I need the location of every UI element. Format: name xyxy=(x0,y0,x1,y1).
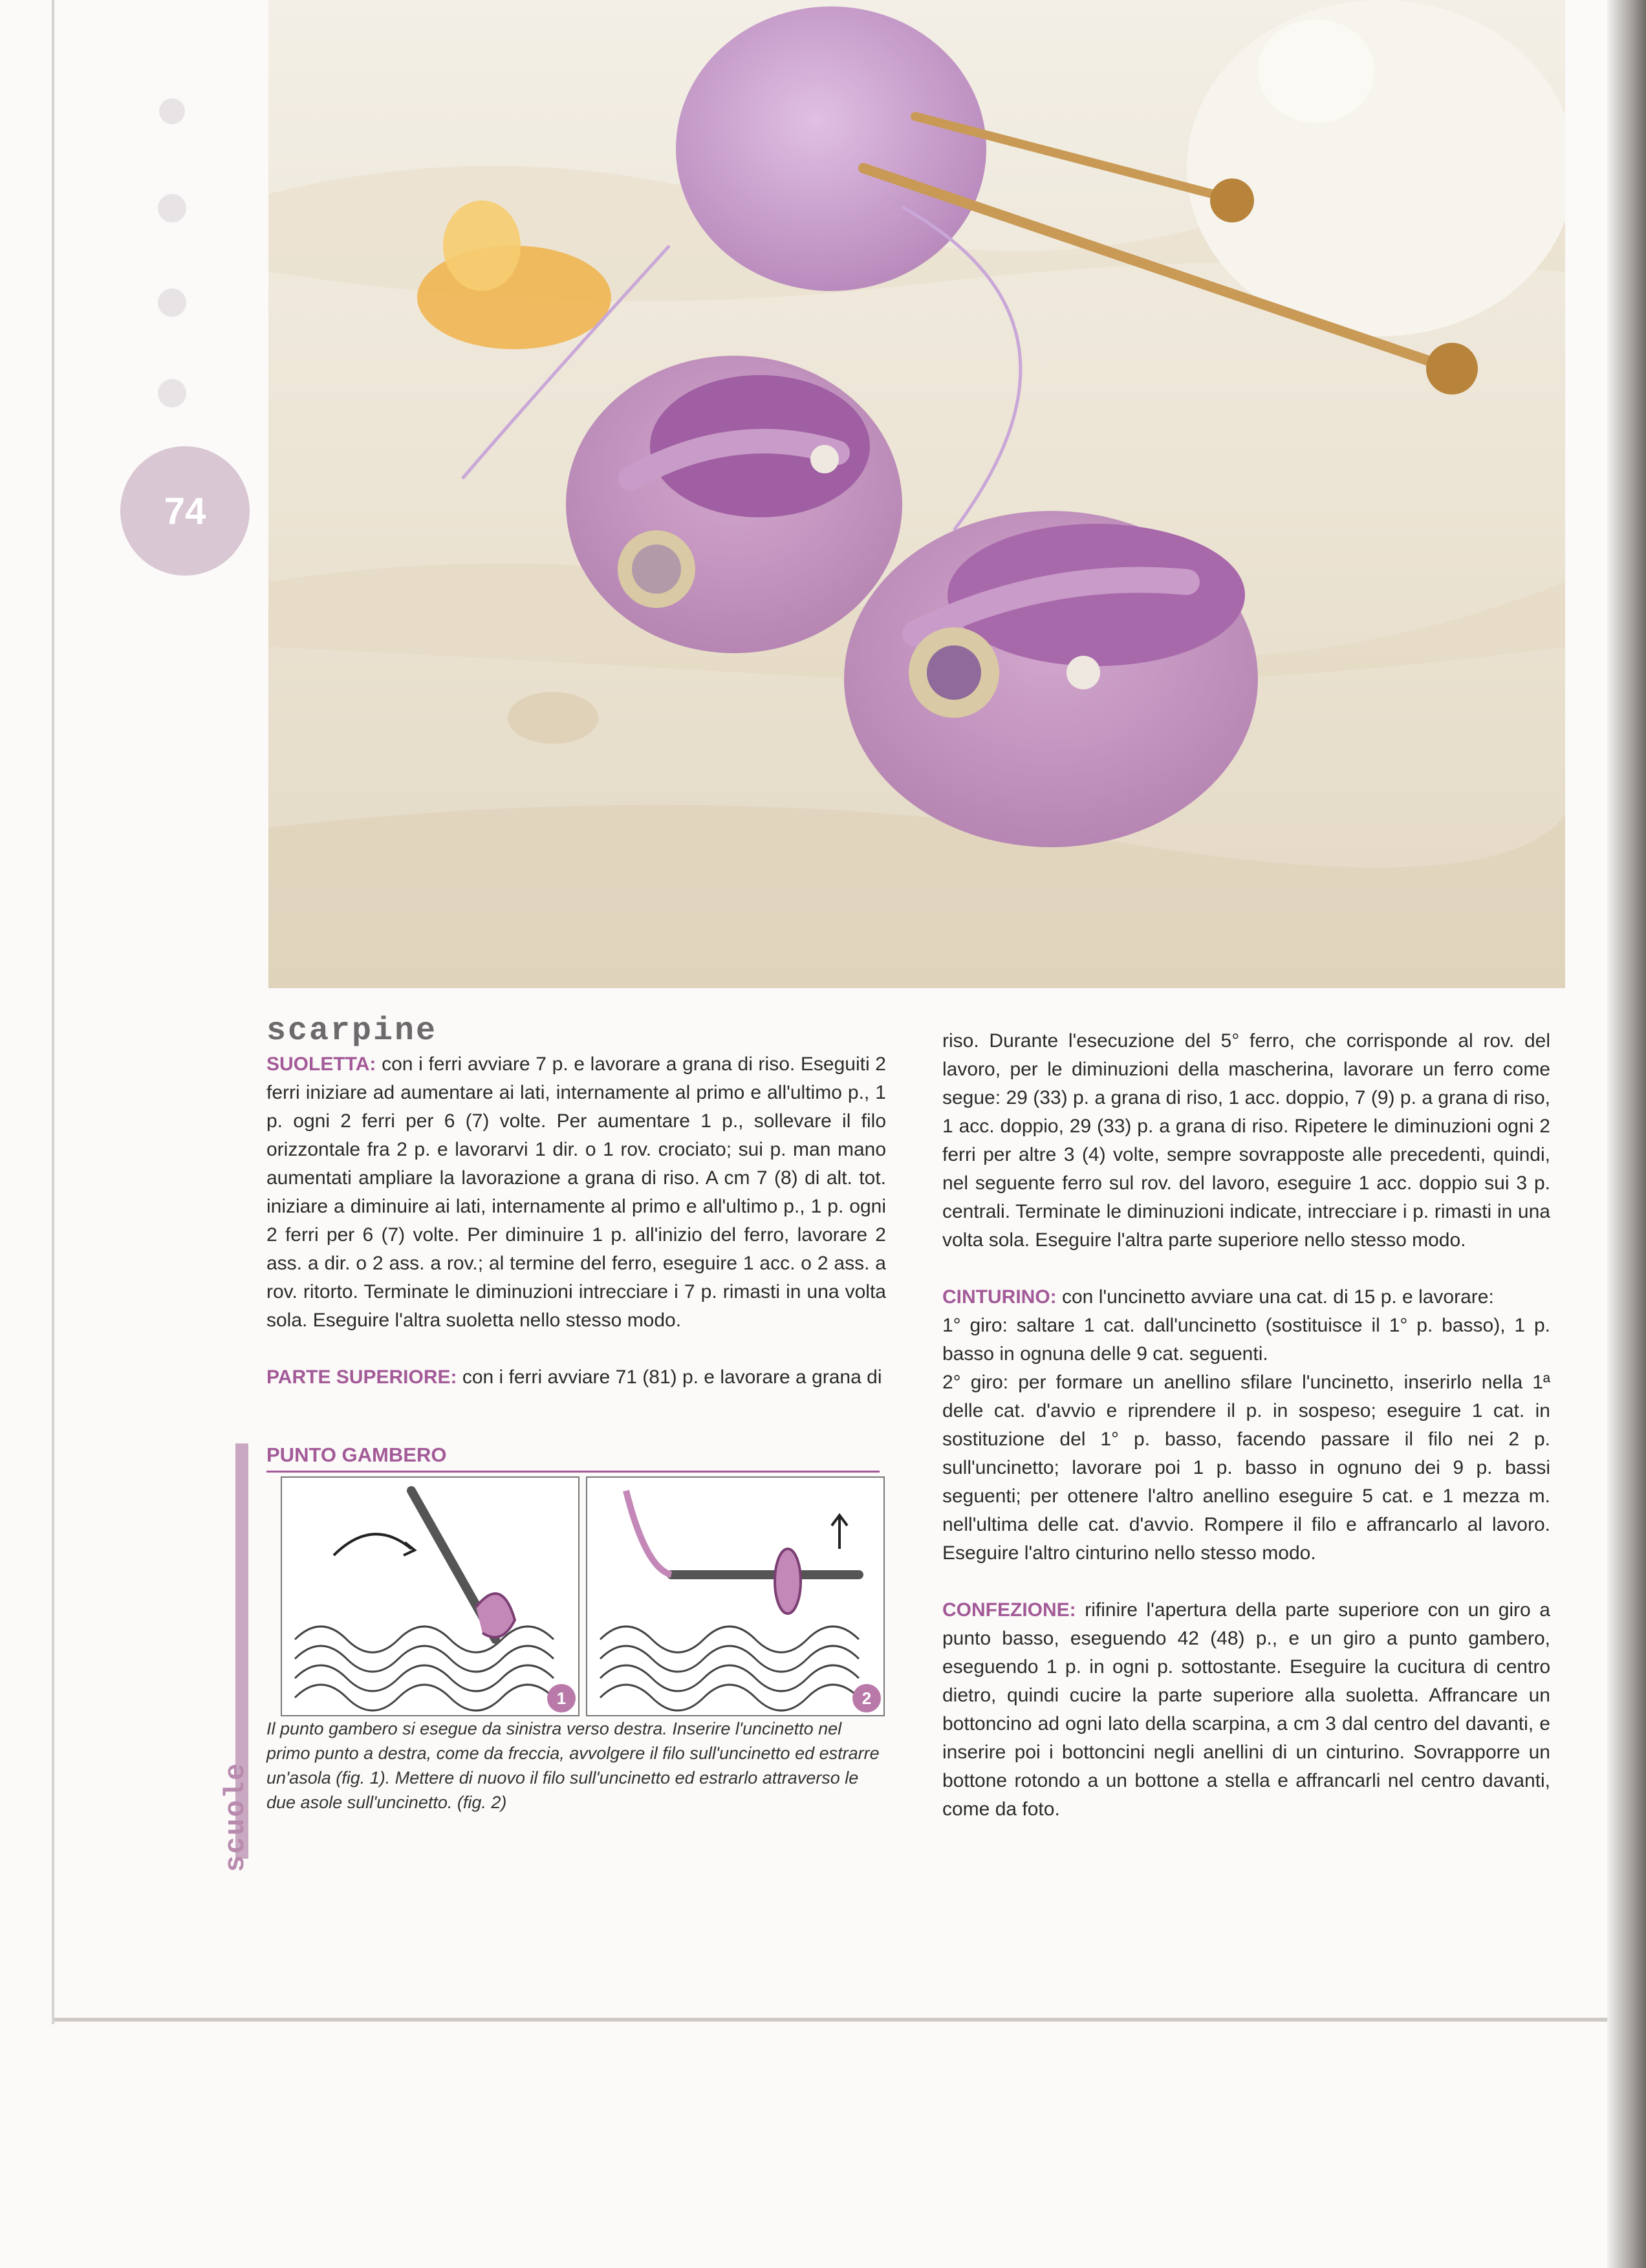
figure-title: PUNTO GAMBERO xyxy=(266,1443,447,1466)
page-edge xyxy=(52,0,54,2024)
giro-2: 2° giro: per formare un anellino sfilare l'uncinetto, inserirlo nella 1ª delle cat. d'avvio e riprendere il p. in sospeso; eseguire 1 cat. in sostituzione del 1° p. basso, facendo passare il filo nei 2 p. sull'uncinetto; lavorare poi 1 p. basso in ognuno dei 9 p. bassi seguenti; per ottenere l'altro anellino eseguire 5 cat. e 1 mezza m. nell'ultima delle cat. d'avvio. Rompere il filo e affrancarlo al lavoro. Eseguire l'altro cinturino nello stesso modo. xyxy=(942,1372,1550,1564)
figure-rule xyxy=(266,1471,880,1473)
decorative-dot xyxy=(158,194,186,222)
cinturino-paragraph xyxy=(942,1283,1550,1312)
figure-2-illustration xyxy=(586,1476,885,1716)
binding-shadow xyxy=(1607,0,1646,2268)
parte-superiore-heading: PARTE SUPERIORE: xyxy=(266,1366,457,1388)
suoletta-heading: SUOLETTA: xyxy=(266,1053,376,1075)
left-text-column xyxy=(266,1015,886,1392)
giro-1: 1° giro: saltare 1 cat. dall'uncinetto (sostituisce il 1° p. basso), 1 p. basso in ognuna delle 9 cat. seguenti. xyxy=(942,1315,1550,1365)
cinturino-heading: CINTURINO: xyxy=(942,1286,1057,1308)
cinturino-text: con l'uncinetto avviare una cat. di 15 p. e lavorare: xyxy=(1056,1286,1494,1308)
decorative-dot xyxy=(159,98,185,124)
parte-superiore-text: con i ferri avviare 71 (81) p. e lavorare a grana di xyxy=(457,1366,882,1388)
decorative-dot xyxy=(158,379,186,407)
pattern-title: scarpine xyxy=(266,1013,438,1050)
figure-2-number: 2 xyxy=(852,1684,881,1712)
baby-shoes-photo xyxy=(268,0,1565,988)
confezione-heading: CONFEZIONE: xyxy=(942,1599,1076,1621)
parte-superiore-paragraph xyxy=(266,1363,886,1392)
figure-1-illustration xyxy=(281,1476,579,1716)
decorative-dot xyxy=(158,288,186,317)
confezione-paragraph xyxy=(942,1596,1550,1824)
section-tab-label: scuole xyxy=(220,1762,252,1872)
parte-superiore-continuation: riso. Durante l'esecuzione del 5° ferro, che corrisponde al rov. del lavoro, per le diminuzioni della mascherina, lavorare un ferro come segue: 29 (33) p. a grana di riso, 1 acc. doppio, 7 (9) p. a grana di riso, 1 acc. doppio, 29 (33) p. a grana di riso. Ripetere le diminuzioni ogni 2 ferri per altre 3 (4) volte, sempre sovrapposte alle precedenti, quindi, nel seguente ferro sul rov. del lavoro, eseguire 1 acc. doppio sui 3 p. centrali. Terminate le diminuzioni indicate, intrecciare i p. rimasti in una volta sola. Eseguire l'altra parte superiore nello stesso modo. xyxy=(942,1030,1550,1251)
page-number: 74 xyxy=(120,446,250,576)
suoletta-paragraph xyxy=(266,1050,886,1335)
right-text-column xyxy=(942,1027,1550,1824)
figure-caption: Il punto gambero si esegue da sinistra verso destra. Inserire l'uncinetto nel primo punto a destra, come da freccia, avvolgere il filo sull'uncinetto ed estrarre un'asola (fig. 1). Mettere di nuovo il filo sull'uncinetto ed estrarlo attraverso le due asole sull'uncinetto. (fig. 2) xyxy=(266,1719,880,1812)
suoletta-text: con i ferri avviare 7 p. e lavorare a grana di riso. Eseguiti 2 ferri iniziare ad aumentare ai lati, internamente al primo e all'ultimo p., 1 p. ogni 2 ferri per 6 (7) volte. Per aumentare 1 p., sollevare il filo orizzontale fra 2 p. e lavorarvi 1 dir. o 1 rov. crociato; sui p. man mano aumentati ampliare la lavorazione a grana di riso. A cm 7 (8) di alt. tot. iniziare a diminuire ai lati, internamente al primo e all'ultimo p., 1 p. ogni 2 ferri per 6 (7) volte. Per diminuire 1 p. all'inizio del ferro, lavorare 2 ass. a dir. o 2 ass. a rov.; al termine del ferro, eseguire 1 acc. o 2 ass. a rov. ritorto. Terminate le diminuzioni intrecciare i 7 p. rimasti in una volta sola. Eseguire l'altra suoletta nello stesso modo. xyxy=(266,1053,886,1331)
figure-1-number: 1 xyxy=(547,1684,576,1712)
confezione-text: rifinire l'apertura della parte superiore con un giro a punto basso, eseguendo 42 (48) p., e un giro a punto gambero, eseguendo 1 p. in ogni p. sottostante. Eseguire la cucitura di centro dietro, quindi cucire la parte superiore alla suoletta. Affrancare un bottoncino ad ogni lato della scarpina, a cm 3 dal centro del davanti, e inserire poi i bottoncini negli anellini di un cinturino. Sovrapporre un bottone rotondo a un bottone a stella e affrancarli nel centro davanti, come da foto. xyxy=(942,1599,1550,1820)
page-edge-bottom xyxy=(54,2018,1632,2022)
